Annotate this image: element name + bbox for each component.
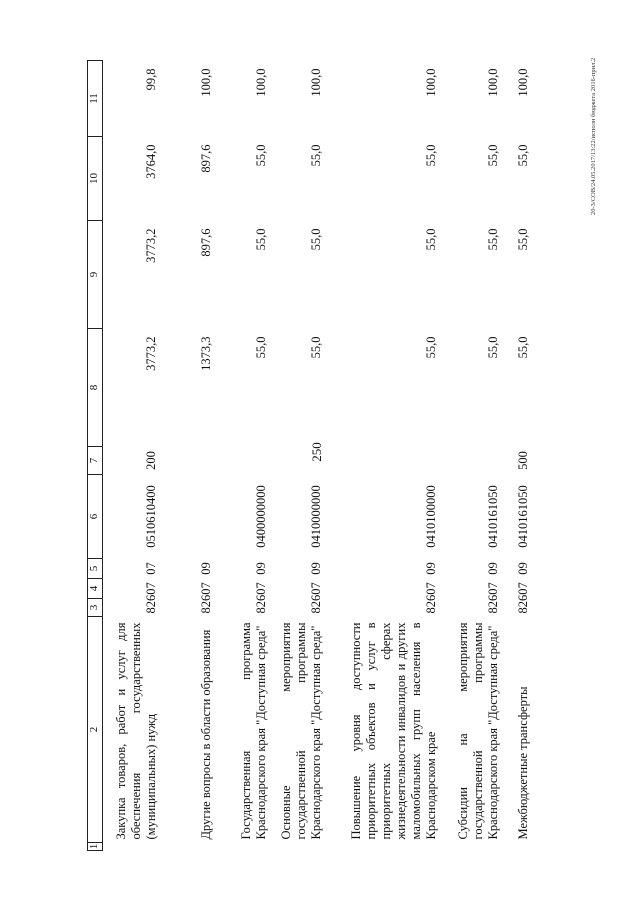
cell-c8: 55,0 bbox=[515, 336, 530, 359]
cell-c5: 09 bbox=[485, 562, 500, 575]
cell-c8: 55,0 bbox=[308, 336, 323, 359]
cell-c6 bbox=[165, 475, 220, 559]
cell-c4: 07 bbox=[198, 582, 213, 595]
cell-c4: 07 bbox=[253, 582, 268, 595]
col-header: 1 bbox=[88, 843, 103, 851]
cell-c8: 55,0 bbox=[253, 336, 268, 359]
row-name: Субсидии на мероприятия государственной программы Краснодарского края "Доступная среда" bbox=[455, 622, 500, 840]
cell-c11: 100,0 bbox=[515, 68, 530, 97]
cell-c6: 0400000000 bbox=[253, 485, 268, 548]
col-header: 4 bbox=[88, 579, 103, 599]
cell-c6: 0410161050 bbox=[515, 485, 530, 548]
row-name: Повышение уровня доступности приоритетных объектов и услуг в приоритетных сферах жизнедеятельности инвалидов и других маломобильных групп населения в Краснодарском крае bbox=[348, 622, 438, 840]
cell-c9: 55,0 bbox=[253, 228, 268, 251]
row-name: Закупка товаров, работ и услуг для обеспечения государственных (муниципальных) нужд bbox=[113, 622, 158, 840]
col-header: 2 bbox=[88, 617, 103, 843]
col-header: 8 bbox=[88, 329, 103, 447]
cell-c4: 07 bbox=[485, 582, 500, 595]
cell-c3: 826 bbox=[143, 594, 158, 614]
col-header: 9 bbox=[88, 221, 103, 329]
cell-c4: 07 bbox=[308, 582, 323, 595]
cell-c10: 55,0 bbox=[515, 144, 530, 167]
cell-c11: 100,0 bbox=[485, 68, 500, 97]
cell-c7: 200 bbox=[143, 451, 158, 470]
cell-c3: 826 bbox=[198, 594, 213, 614]
cell-c10: 55,0 bbox=[308, 144, 323, 167]
cell-c10: 897,6 bbox=[198, 144, 213, 173]
cell-c9: 55,0 bbox=[423, 228, 438, 251]
table-row bbox=[275, 61, 330, 851]
cell-c9: 55,0 bbox=[308, 228, 323, 251]
cell-c8: 3773,2 bbox=[143, 336, 158, 371]
table-row bbox=[220, 61, 275, 851]
table-row bbox=[445, 61, 507, 851]
row-name: Государственная программа Краснодарского края "Доступная среда" bbox=[238, 622, 268, 840]
cell-c4: 07 bbox=[423, 582, 438, 595]
cell-c3: 826 bbox=[515, 594, 530, 614]
cell-c5: 09 bbox=[253, 562, 268, 575]
cell-c10: 55,0 bbox=[423, 144, 438, 167]
header-row bbox=[88, 61, 103, 851]
cell-c7 bbox=[275, 447, 330, 475]
cell-c3: 826 bbox=[253, 594, 268, 614]
cell-c9: 55,0 bbox=[485, 228, 500, 251]
cell-c7: 500 bbox=[515, 451, 530, 470]
budget-table-wrapper bbox=[87, 51, 627, 851]
cell-c7 bbox=[165, 447, 220, 475]
col-header: 6 bbox=[88, 475, 103, 559]
row-name: Основные мероприятия государственной программы Краснодарского края "Доступная среда" bbox=[278, 622, 323, 840]
footer-path: 20-3/СОВ/24.05.2017/13:22/исполн бюджета 2016-прил.2 bbox=[590, 57, 597, 215]
cell-c5: 09 bbox=[423, 562, 438, 575]
cell-c9: 3773,2 bbox=[143, 228, 158, 263]
cell-c8: 55,0 bbox=[485, 336, 500, 359]
cell-c3: 826 bbox=[423, 594, 438, 614]
cell-c3: 826 bbox=[485, 594, 500, 614]
col-header: 7 bbox=[88, 447, 103, 475]
table-row bbox=[103, 61, 165, 851]
cell-c11: 100,0 bbox=[308, 68, 323, 97]
cell-c5: 07 bbox=[143, 562, 158, 575]
budget-table bbox=[87, 60, 537, 851]
cell-c6: 0410100000 bbox=[423, 485, 438, 548]
cell-c6: 0410161050 bbox=[485, 485, 500, 548]
table-row bbox=[507, 61, 537, 851]
cell-c11: 100,0 bbox=[253, 68, 268, 97]
cell-c4: 07 bbox=[143, 582, 158, 595]
cell-c9: 897,6 bbox=[198, 228, 213, 257]
col-header: 3 bbox=[88, 599, 103, 617]
cell-c5: 09 bbox=[198, 562, 213, 575]
cell-c7 bbox=[445, 447, 507, 475]
cell-c8: 55,0 bbox=[423, 336, 438, 359]
cell-c4: 07 bbox=[515, 582, 530, 595]
cell-c10: 55,0 bbox=[485, 144, 500, 167]
col-header: 5 bbox=[88, 559, 103, 579]
cell-c6: 0510610400 bbox=[143, 485, 158, 548]
page-number: 250 bbox=[308, 442, 324, 462]
col-header: 10 bbox=[88, 137, 103, 221]
cell-c9: 55,0 bbox=[515, 228, 530, 251]
row-name: Межбюджетные трансферты bbox=[515, 686, 530, 840]
cell-c6: 0410000000 bbox=[308, 485, 323, 548]
row-name: Другие вопросы в области образования bbox=[198, 629, 213, 840]
cell-c10: 3764,0 bbox=[143, 144, 158, 179]
cell-c7 bbox=[330, 447, 445, 475]
cell-c5: 09 bbox=[515, 562, 530, 575]
cell-c8: 1373,3 bbox=[198, 336, 213, 371]
col-header: 11 bbox=[88, 61, 103, 137]
cell-c3: 826 bbox=[308, 594, 323, 614]
cell-c7 bbox=[220, 447, 275, 475]
cell-c5: 09 bbox=[308, 562, 323, 575]
table-row bbox=[165, 61, 220, 851]
cell-c10: 55,0 bbox=[253, 144, 268, 167]
cell-c11: 99,8 bbox=[143, 68, 158, 91]
cell-c11: 100,0 bbox=[423, 68, 438, 97]
cell-c11: 100,0 bbox=[198, 68, 213, 97]
table-row bbox=[330, 61, 445, 851]
